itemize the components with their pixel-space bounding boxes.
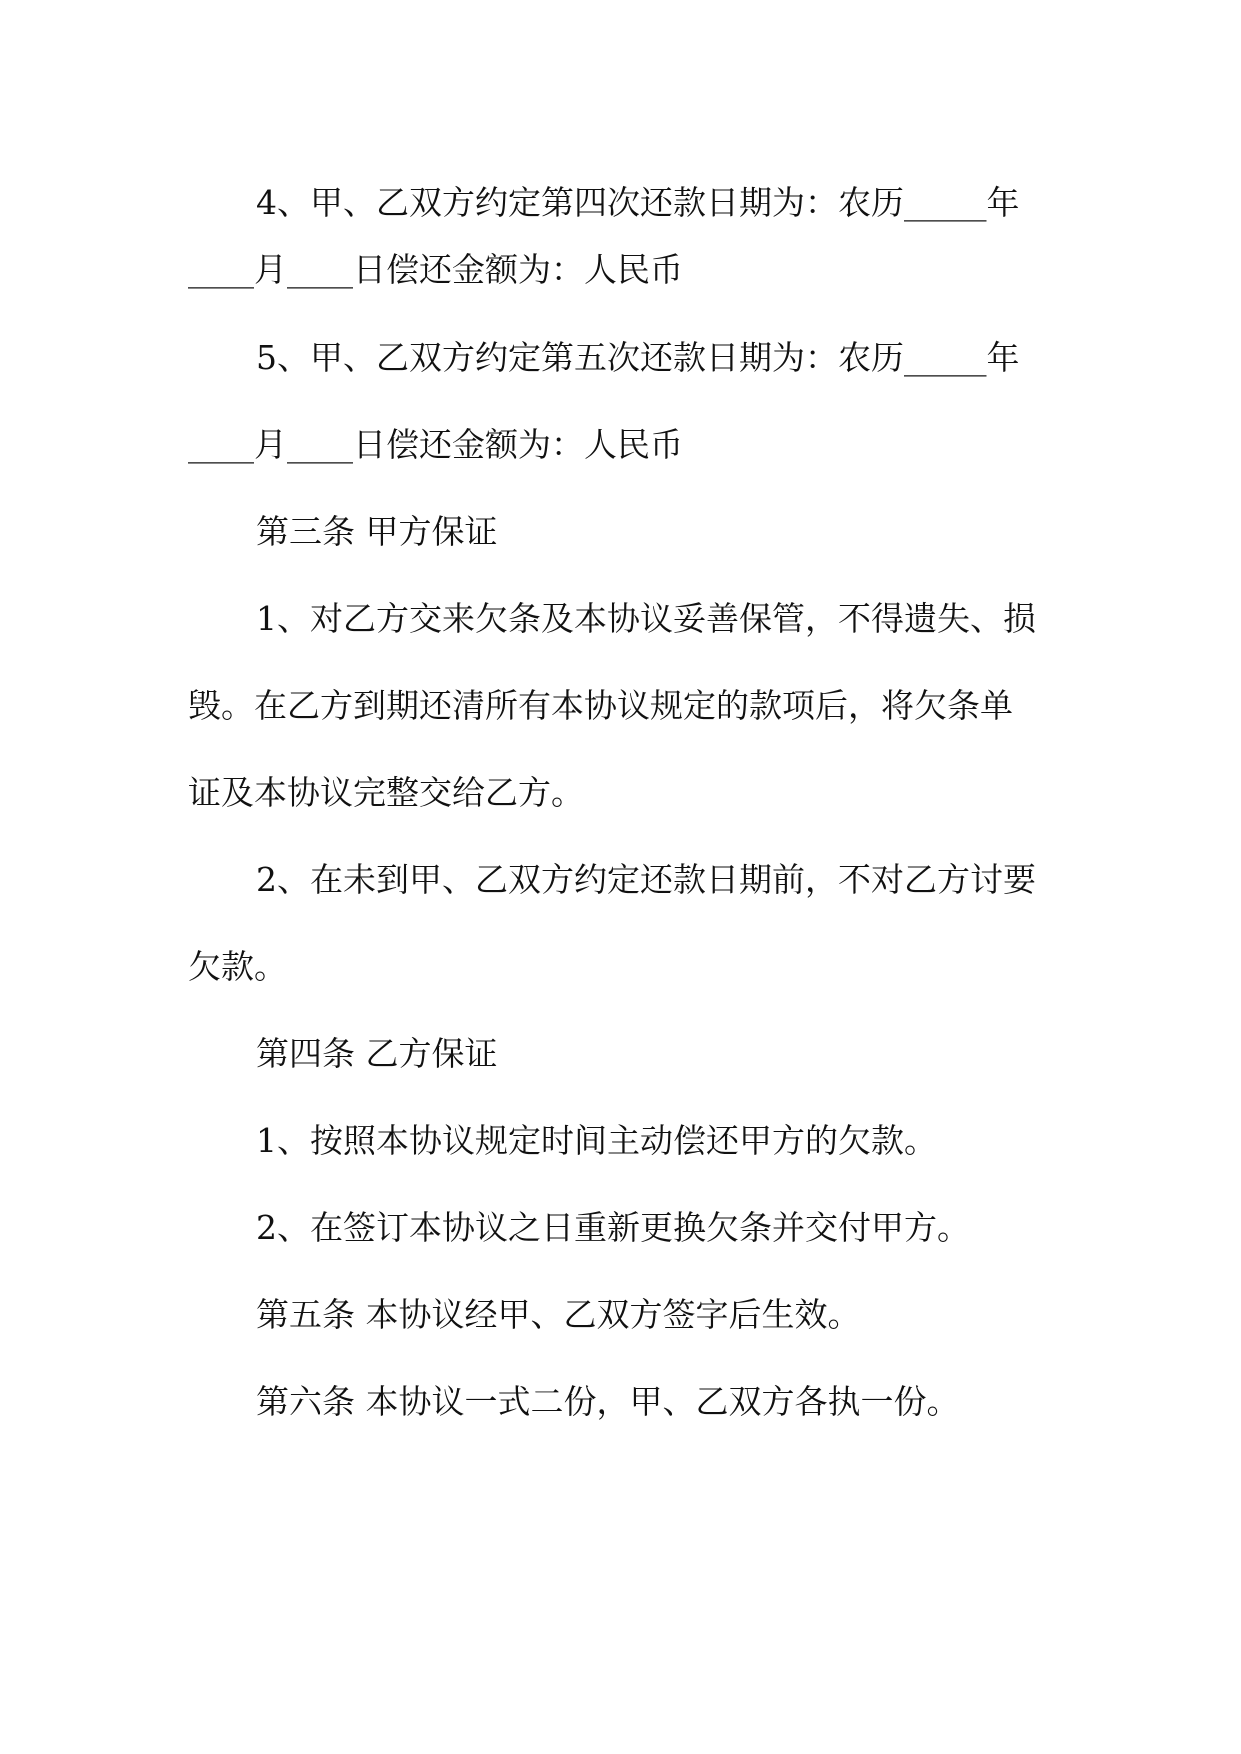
clause-4-heading: 第四条 乙方保证 (256, 1034, 498, 1073)
clause-3-item-2-line-1: 2、在未到甲、乙双方约定还款日期前，不对乙方讨要 (256, 860, 1036, 899)
clause-4-item-2: 2、在签订本协议之日重新更换欠条并交付甲方。 (256, 1208, 970, 1247)
clause-2-item-4-line-1: 4、甲、乙双方约定第四次还款日期为：农历_____年 (256, 183, 1020, 222)
clause-5: 第五条 本协议经甲、乙双方签字后生效。 (256, 1295, 861, 1334)
clause-3-heading: 第三条 甲方保证 (256, 512, 498, 551)
clause-3-item-2-line-2: 欠款。 (188, 947, 287, 986)
clause-3-item-1-line-2: 毁。在乙方到期还清所有本协议规定的款项后，将欠条单 (188, 686, 1013, 725)
clause-2-item-5-line-2: ____月____日偿还金额为：人民币 (188, 425, 683, 464)
clause-2-item-4-line-2: ____月____日偿还金额为：人民币 (188, 250, 683, 289)
clause-2-item-5-line-1: 5、甲、乙双方约定第五次还款日期为：农历_____年 (256, 338, 1020, 377)
clause-3-item-1-line-3: 证及本协议完整交给乙方。 (188, 773, 584, 812)
clause-6: 第六条 本协议一式二份，甲、乙双方各执一份。 (256, 1382, 960, 1421)
clause-4-item-1: 1、按照本协议规定时间主动偿还甲方的欠款。 (256, 1121, 937, 1160)
clause-3-item-1-line-1: 1、对乙方交来欠条及本协议妥善保管，不得遗失、损 (256, 599, 1036, 638)
